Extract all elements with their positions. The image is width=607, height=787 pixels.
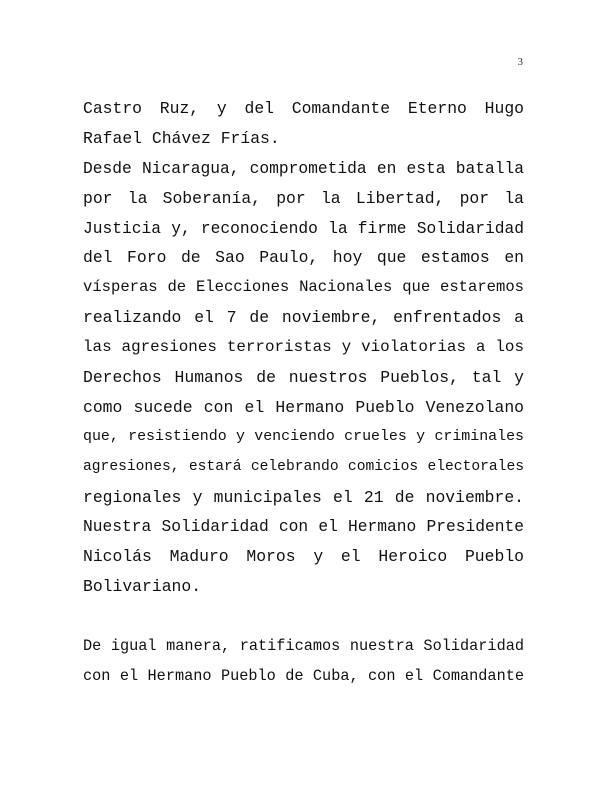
text-line: Castro Ruz, y del Comandante Eterno Hugo [83,99,524,118]
text-line: Nicolás Maduro Moros y el Heroico Pueblo [83,547,524,567]
text-line: las agresiones terroristas y violatorias a los [83,338,524,357]
text-line: por la Soberanía, por la Libertad, por la [83,188,524,208]
page-number: 3 [517,56,523,68]
text-line: regionales y municipales el 21 de noviembre. [83,487,524,507]
text-line: Bolivariano. [83,577,202,597]
paragraph-3 [83,632,524,692]
text-line: vísperas de Elecciones Nacionales que estaremos [83,278,524,297]
body-text [83,94,524,692]
text-line: realizando el 7 de noviembre, enfrentados a [83,308,524,328]
paragraph-spacer [83,602,524,632]
paragraph-1 [83,94,524,154]
text-line: que, resistiendo y venciendo crueles y criminales [83,428,524,445]
text-line: con el Hermano Pueblo de Cuba, con el Comandante [83,666,524,685]
text-line: Derechos Humanos de nuestros Pueblos, tal y [83,368,524,388]
paragraph-2 [83,154,524,602]
text-line: De igual manera, ratificamos nuestra Solidaridad [83,637,524,656]
text-line: del Foro de Sao Paulo, hoy que estamos en [83,248,524,268]
text-line: Rafael Chávez Frías. [83,128,280,148]
text-line: Desde Nicaragua, comprometida en esta batalla [83,158,524,178]
text-line: como sucede con el Hermano Pueblo Venezolano [83,397,524,417]
text-line: agresiones, estará celebrando comicios electorales [83,458,524,475]
text-line: Nuestra Solidaridad con el Hermano Presidente [83,517,524,537]
text-line: Justicia y, reconociendo la firme Solidaridad [83,218,524,238]
